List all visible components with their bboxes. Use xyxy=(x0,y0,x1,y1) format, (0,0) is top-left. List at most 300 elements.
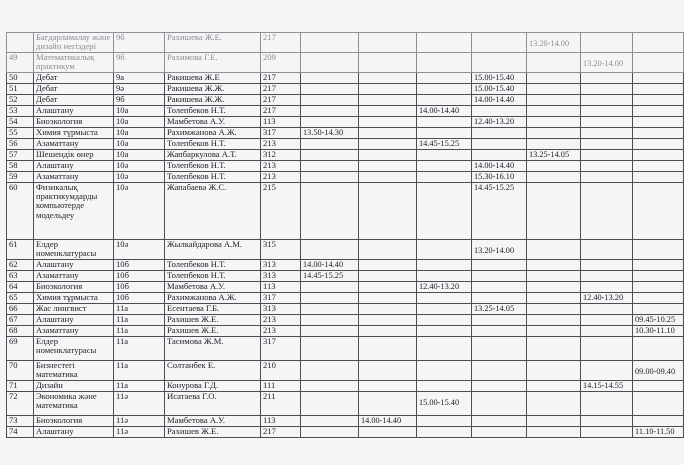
time-slot-cell xyxy=(417,303,472,314)
time-slot-cell xyxy=(417,270,472,281)
time-slot-cell: 14.45-15.25 xyxy=(417,138,472,149)
time-slot-cell: 14.00-14.40 xyxy=(472,160,527,171)
time-slot-cell xyxy=(527,281,581,292)
time-slot-cell xyxy=(581,94,633,105)
time-slot-cell xyxy=(633,116,684,127)
time-slot-cell xyxy=(359,303,417,314)
row-number: 65 xyxy=(7,292,34,303)
time-slot-cell: 14.45-15.25 xyxy=(301,270,359,281)
table-row xyxy=(7,83,684,94)
teacher-cell: Рахишева Ж.Е. xyxy=(165,33,261,53)
teacher-cell: Ракишева Ж.Е xyxy=(165,72,261,83)
grade-cell: 9а xyxy=(114,72,165,83)
room-cell: 211 xyxy=(261,391,301,415)
time-slot-cell xyxy=(472,426,527,437)
room-cell: 217 xyxy=(261,94,301,105)
teacher-cell: Рахишев Ж.Е. xyxy=(165,426,261,437)
time-slot-cell xyxy=(527,380,581,391)
grade-cell: 10ә xyxy=(114,239,165,259)
time-slot-cell xyxy=(417,336,472,360)
elective-schedule-table xyxy=(6,32,684,438)
table-row xyxy=(7,336,684,360)
row-number: 62 xyxy=(7,259,34,270)
teacher-cell: Мамбетова А.У. xyxy=(165,415,261,426)
subject-cell: Химия түрмыста xyxy=(34,127,114,138)
time-slot-cell xyxy=(359,270,417,281)
time-slot-cell xyxy=(633,380,684,391)
time-slot-cell: 12.40-13.20 xyxy=(472,116,527,127)
time-slot-cell: 09.45-10.25 xyxy=(633,314,684,325)
time-slot-cell xyxy=(301,105,359,116)
time-slot-cell xyxy=(581,391,633,415)
time-slot-cell xyxy=(301,171,359,182)
room-cell: 213 xyxy=(261,325,301,336)
time-slot-cell xyxy=(417,314,472,325)
subject-cell: Алаштану xyxy=(34,314,114,325)
time-slot-cell: 15.30-16.10 xyxy=(472,171,527,182)
teacher-cell: Рахишев Ж.Е. xyxy=(165,325,261,336)
grade-cell: 11а xyxy=(114,303,165,314)
grade-cell: 10ә xyxy=(114,160,165,171)
grade-cell: 11ә xyxy=(114,426,165,437)
subject-cell: Бағдарламалау және дизайн негіздері xyxy=(34,33,114,53)
time-slot-cell: 12.40-13.20 xyxy=(417,281,472,292)
time-slot-cell xyxy=(472,292,527,303)
time-slot-cell xyxy=(359,391,417,415)
teacher-cell: Жапабаева Ж.С. xyxy=(165,182,261,239)
time-slot-cell: 13.50-14.30 xyxy=(301,127,359,138)
grade-cell: 11а xyxy=(114,360,165,380)
time-slot-cell xyxy=(633,182,684,239)
room-cell: 217 xyxy=(261,83,301,94)
table-row xyxy=(7,360,684,380)
time-slot-cell xyxy=(417,72,472,83)
time-slot-cell xyxy=(417,239,472,259)
time-slot-cell xyxy=(301,138,359,149)
time-slot-cell xyxy=(359,259,417,270)
subject-cell: Биоэкология xyxy=(34,281,114,292)
subject-cell: Алаштану xyxy=(34,426,114,437)
time-slot-cell xyxy=(581,83,633,94)
teacher-cell: Толепбеков Н.Т. xyxy=(165,171,261,182)
time-slot-cell xyxy=(581,259,633,270)
time-slot-cell xyxy=(301,380,359,391)
row-number: 60 xyxy=(7,182,34,239)
time-slot-cell: 14.15-14.55 xyxy=(581,380,633,391)
teacher-cell: Жапбаркулова А.Т. xyxy=(165,149,261,160)
time-slot-cell xyxy=(472,415,527,426)
teacher-cell: Толепбеков Н.Т. xyxy=(165,259,261,270)
time-slot-cell xyxy=(527,138,581,149)
table-row xyxy=(7,270,684,281)
time-slot-cell xyxy=(301,52,359,72)
time-slot-cell xyxy=(301,426,359,437)
time-slot-cell xyxy=(359,314,417,325)
subject-cell: Азаматтану xyxy=(34,270,114,281)
time-slot-cell xyxy=(417,259,472,270)
time-slot-cell xyxy=(417,116,472,127)
time-slot-cell xyxy=(301,33,359,53)
table-row xyxy=(7,116,684,127)
time-slot-cell: 12.40-13.20 xyxy=(581,292,633,303)
time-slot-cell xyxy=(359,127,417,138)
time-slot-cell: 13.25-14.05 xyxy=(527,149,581,160)
time-slot-cell xyxy=(301,83,359,94)
time-slot-cell xyxy=(581,303,633,314)
time-slot-cell xyxy=(359,138,417,149)
time-slot-cell xyxy=(472,360,527,380)
time-slot-cell: 14.00-14.40 xyxy=(301,259,359,270)
time-slot-cell: 13.25-14.05 xyxy=(472,303,527,314)
time-slot-cell xyxy=(527,270,581,281)
time-slot-cell xyxy=(359,94,417,105)
row-number: 56 xyxy=(7,138,34,149)
table-row xyxy=(7,281,684,292)
time-slot-cell xyxy=(581,281,633,292)
row-number: 58 xyxy=(7,160,34,171)
table-row xyxy=(7,325,684,336)
grade-cell: 11а xyxy=(114,314,165,325)
table-row xyxy=(7,259,684,270)
teacher-cell: Ракишева Ж.Ж. xyxy=(165,94,261,105)
teacher-cell: Толепбеков Н.Т. xyxy=(165,105,261,116)
room-cell: 312 xyxy=(261,149,301,160)
time-slot-cell xyxy=(301,303,359,314)
room-cell: 113 xyxy=(261,116,301,127)
time-slot-cell xyxy=(527,182,581,239)
time-slot-cell xyxy=(633,171,684,182)
teacher-cell: Толепбеков Н.Т. xyxy=(165,270,261,281)
table-row xyxy=(7,391,684,415)
subject-cell: Химия тұрмыста xyxy=(34,292,114,303)
teacher-cell: Жылкайдарова А.М. xyxy=(165,239,261,259)
table-row xyxy=(7,415,684,426)
time-slot-cell xyxy=(417,380,472,391)
table-row xyxy=(7,303,684,314)
time-slot-cell xyxy=(359,171,417,182)
time-slot-cell xyxy=(581,182,633,239)
time-slot-cell: 13.20-14.00 xyxy=(527,33,581,53)
room-cell: 217 xyxy=(261,33,301,53)
teacher-cell: Рахимжанова А.Ж. xyxy=(165,292,261,303)
time-slot-cell xyxy=(472,33,527,53)
time-slot-cell xyxy=(633,149,684,160)
table-row xyxy=(7,138,684,149)
time-slot-cell: 09.00-09.40 xyxy=(633,360,684,380)
time-slot-cell xyxy=(633,138,684,149)
time-slot-cell xyxy=(527,105,581,116)
room-cell: 215 xyxy=(261,182,301,239)
time-slot-cell: 14.00-14.40 xyxy=(417,105,472,116)
time-slot-cell xyxy=(417,292,472,303)
subject-cell: Алаштану xyxy=(34,105,114,116)
time-slot-cell xyxy=(581,105,633,116)
time-slot-cell xyxy=(417,415,472,426)
time-slot-cell xyxy=(417,127,472,138)
teacher-cell: Рахимова Г.Е. xyxy=(165,52,261,72)
time-slot-cell xyxy=(359,292,417,303)
subject-cell: Биоэкология xyxy=(34,116,114,127)
grade-cell: 10а xyxy=(114,116,165,127)
time-slot-cell: 14.00-14.40 xyxy=(472,94,527,105)
grade-cell: 9ә xyxy=(114,83,165,94)
time-slot-cell xyxy=(633,239,684,259)
time-slot-cell xyxy=(633,127,684,138)
room-cell: 313 xyxy=(261,259,301,270)
grade-cell: 10а xyxy=(114,138,165,149)
time-slot-cell xyxy=(527,325,581,336)
time-slot-cell xyxy=(581,72,633,83)
subject-cell: Дебат xyxy=(34,94,114,105)
table-row xyxy=(7,33,684,53)
grade-cell: 11ә xyxy=(114,391,165,415)
room-cell: 113 xyxy=(261,281,301,292)
room-cell: 317 xyxy=(261,336,301,360)
time-slot-cell xyxy=(527,426,581,437)
subject-cell: Дебат xyxy=(34,72,114,83)
grade-cell: 10б xyxy=(114,292,165,303)
time-slot-cell xyxy=(301,325,359,336)
time-slot-cell: 13.20-14.00 xyxy=(581,52,633,72)
time-slot-cell xyxy=(581,127,633,138)
table-body xyxy=(7,33,684,438)
time-slot-cell xyxy=(581,33,633,53)
row-number xyxy=(7,33,34,53)
time-slot-cell xyxy=(301,182,359,239)
time-slot-cell xyxy=(527,415,581,426)
time-slot-cell xyxy=(417,94,472,105)
grade-cell: 11а xyxy=(114,380,165,391)
grade-cell: 11а xyxy=(114,336,165,360)
room-cell: 209 xyxy=(261,52,301,72)
time-slot-cell xyxy=(359,160,417,171)
time-slot-cell xyxy=(527,94,581,105)
time-slot-cell xyxy=(359,52,417,72)
time-slot-cell xyxy=(527,259,581,270)
time-slot-cell xyxy=(581,325,633,336)
subject-cell: Азаматтану xyxy=(34,138,114,149)
table-row xyxy=(7,149,684,160)
time-slot-cell xyxy=(472,149,527,160)
subject-cell: Бизнестегі математика xyxy=(34,360,114,380)
row-number: 55 xyxy=(7,127,34,138)
grade-cell: 9б xyxy=(114,94,165,105)
table-row xyxy=(7,239,684,259)
time-slot-cell xyxy=(633,391,684,415)
table-row xyxy=(7,171,684,182)
grade-cell: 10б xyxy=(114,259,165,270)
time-slot-cell xyxy=(301,239,359,259)
row-number: 72 xyxy=(7,391,34,415)
time-slot-cell xyxy=(359,72,417,83)
grade-cell: 11а xyxy=(114,325,165,336)
time-slot-cell xyxy=(301,360,359,380)
row-number: 63 xyxy=(7,270,34,281)
grade-cell: 9б xyxy=(114,52,165,72)
teacher-cell: Солтанбек Е. xyxy=(165,360,261,380)
subject-cell: Дизайн xyxy=(34,380,114,391)
teacher-cell: Рахимжанова А.Ж. xyxy=(165,127,261,138)
teacher-cell: Мамбетова А.У. xyxy=(165,281,261,292)
time-slot-cell xyxy=(417,325,472,336)
time-slot-cell xyxy=(527,72,581,83)
room-cell: 313 xyxy=(261,303,301,314)
time-slot-cell xyxy=(527,336,581,360)
time-slot-cell xyxy=(359,325,417,336)
table-row xyxy=(7,72,684,83)
teacher-cell: Рахишев Ж.Е. xyxy=(165,314,261,325)
time-slot-cell xyxy=(581,171,633,182)
teacher-cell: Мамбетова А.У. xyxy=(165,116,261,127)
time-slot-cell xyxy=(633,292,684,303)
table-row xyxy=(7,127,684,138)
row-number: 50 xyxy=(7,72,34,83)
room-cell: 213 xyxy=(261,314,301,325)
time-slot-cell: 14.00-14.40 xyxy=(359,415,417,426)
time-slot-cell xyxy=(581,336,633,360)
subject-cell: Алаштану xyxy=(34,160,114,171)
time-slot-cell xyxy=(472,314,527,325)
grade-cell: 10а xyxy=(114,149,165,160)
row-number: 52 xyxy=(7,94,34,105)
time-slot-cell xyxy=(581,426,633,437)
subject-cell: Экономика және математика xyxy=(34,391,114,415)
time-slot-cell xyxy=(633,52,684,72)
time-slot-cell xyxy=(472,138,527,149)
time-slot-cell xyxy=(633,270,684,281)
row-number: 49 xyxy=(7,52,34,72)
time-slot-cell xyxy=(527,239,581,259)
room-cell: 213 xyxy=(261,160,301,171)
time-slot-cell xyxy=(527,314,581,325)
grade-cell: 10б xyxy=(114,270,165,281)
row-number: 68 xyxy=(7,325,34,336)
time-slot-cell xyxy=(301,336,359,360)
time-slot-cell xyxy=(417,426,472,437)
time-slot-cell xyxy=(359,83,417,94)
row-number: 73 xyxy=(7,415,34,426)
subject-cell: Азаматтану xyxy=(34,325,114,336)
time-slot-cell xyxy=(359,149,417,160)
time-slot-cell xyxy=(417,83,472,94)
time-slot-cell: 13.20-14.00 xyxy=(472,239,527,259)
row-number: 74 xyxy=(7,426,34,437)
time-slot-cell xyxy=(527,171,581,182)
time-slot-cell xyxy=(359,105,417,116)
time-slot-cell xyxy=(581,270,633,281)
time-slot-cell xyxy=(527,160,581,171)
time-slot-cell xyxy=(581,239,633,259)
row-number: 71 xyxy=(7,380,34,391)
subject-cell: Елдер номенклатурасы xyxy=(34,336,114,360)
time-slot-cell xyxy=(633,415,684,426)
time-slot-cell xyxy=(527,116,581,127)
table-row xyxy=(7,160,684,171)
row-number: 61 xyxy=(7,239,34,259)
row-number: 64 xyxy=(7,281,34,292)
row-number: 51 xyxy=(7,83,34,94)
time-slot-cell xyxy=(581,360,633,380)
time-slot-cell xyxy=(581,116,633,127)
grade-cell: 10а xyxy=(114,127,165,138)
time-slot-cell xyxy=(633,105,684,116)
teacher-cell: Ракишева Ж.Ж. xyxy=(165,83,261,94)
time-slot-cell xyxy=(633,83,684,94)
time-slot-cell xyxy=(527,292,581,303)
table-row xyxy=(7,105,684,116)
time-slot-cell xyxy=(417,360,472,380)
row-number: 53 xyxy=(7,105,34,116)
time-slot-cell xyxy=(581,415,633,426)
table-row xyxy=(7,182,684,239)
time-slot-cell xyxy=(633,94,684,105)
row-number: 66 xyxy=(7,303,34,314)
time-slot-cell xyxy=(301,116,359,127)
teacher-cell: Есентаева Г.Б. xyxy=(165,303,261,314)
time-slot-cell: 11.10-11.50 xyxy=(633,426,684,437)
subject-cell: Жас лингвист xyxy=(34,303,114,314)
row-number: 70 xyxy=(7,360,34,380)
subject-cell: Биоэкология xyxy=(34,415,114,426)
room-cell: 213 xyxy=(261,138,301,149)
grade-cell: 10ә xyxy=(114,171,165,182)
subject-cell: Алаштану xyxy=(34,259,114,270)
time-slot-cell xyxy=(301,314,359,325)
time-slot-cell xyxy=(359,380,417,391)
room-cell: 217 xyxy=(261,105,301,116)
grade-cell: 9б xyxy=(114,33,165,53)
time-slot-cell xyxy=(527,391,581,415)
grade-cell: 10б xyxy=(114,281,165,292)
time-slot-cell xyxy=(527,83,581,94)
teacher-cell: Тасимова Ж.М. xyxy=(165,336,261,360)
room-cell: 217 xyxy=(261,426,301,437)
time-slot-cell xyxy=(359,33,417,53)
time-slot-cell xyxy=(472,270,527,281)
subject-cell: Дебат xyxy=(34,83,114,94)
time-slot-cell xyxy=(417,182,472,239)
time-slot-cell xyxy=(301,160,359,171)
teacher-cell: Толепбеков Н.Т. xyxy=(165,138,261,149)
time-slot-cell: 15.00-15.40 xyxy=(417,391,472,415)
row-number: 59 xyxy=(7,171,34,182)
time-slot-cell xyxy=(301,415,359,426)
time-slot-cell xyxy=(417,149,472,160)
time-slot-cell xyxy=(359,426,417,437)
room-cell: 217 xyxy=(261,72,301,83)
time-slot-cell xyxy=(633,33,684,53)
room-cell: 315 xyxy=(261,239,301,259)
time-slot-cell xyxy=(359,239,417,259)
table-row xyxy=(7,94,684,105)
time-slot-cell xyxy=(472,281,527,292)
grade-cell: 11ә xyxy=(114,415,165,426)
time-slot-cell: 15.00-15.40 xyxy=(472,72,527,83)
time-slot-cell xyxy=(633,259,684,270)
time-slot-cell: 14.45-15.25 xyxy=(472,182,527,239)
subject-cell: Елдер номенклатурасы xyxy=(34,239,114,259)
teacher-cell: Толепбеков Н.Т. xyxy=(165,160,261,171)
room-cell: 213 xyxy=(261,171,301,182)
subject-cell: Шешендік өнер xyxy=(34,149,114,160)
time-slot-cell: 10.30-11.10 xyxy=(633,325,684,336)
time-slot-cell xyxy=(581,160,633,171)
teacher-cell: Исатаева Г.О. xyxy=(165,391,261,415)
time-slot-cell xyxy=(527,127,581,138)
grade-cell: 10ә xyxy=(114,182,165,239)
time-slot-cell xyxy=(527,303,581,314)
time-slot-cell xyxy=(633,303,684,314)
